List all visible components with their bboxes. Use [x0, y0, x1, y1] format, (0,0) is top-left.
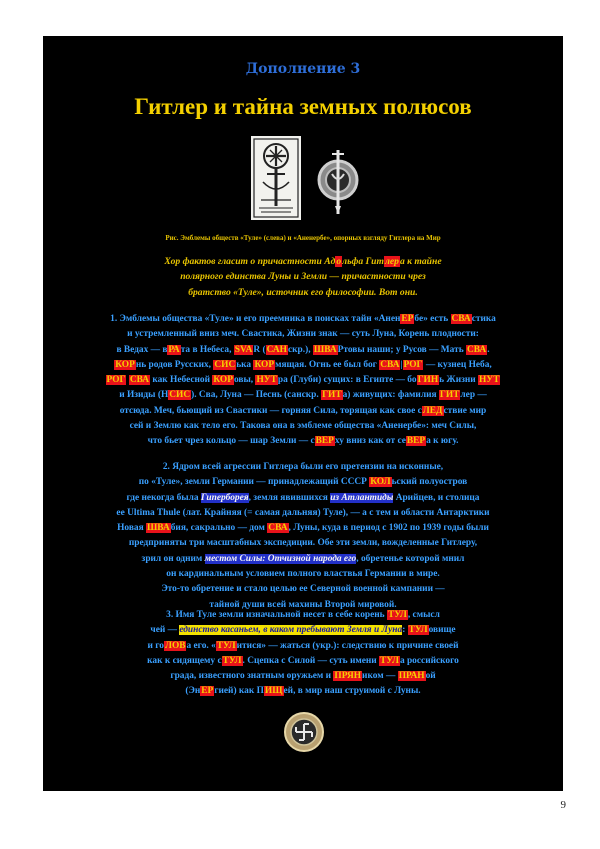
highlight-root: КОР	[213, 375, 233, 386]
text-run: 3. Имя Туле земли изначальной несет в себе корень	[166, 610, 387, 620]
text-run: и го	[147, 640, 164, 651]
text-run: — кузнец Неба,	[423, 359, 492, 370]
text-run: итися» — жаться (укр.): следствию к причине своей	[236, 640, 459, 651]
highlight-root: ТУЛ	[387, 610, 407, 620]
text-run: а к тайне	[399, 256, 442, 267]
page-panel	[43, 36, 563, 791]
text-run: а) живущих: фамилия	[342, 390, 439, 401]
highlight-root: КОР	[115, 359, 135, 370]
text-line: братство «Туле», источник его философии. Вот они.	[188, 286, 418, 298]
text-line	[43, 567, 563, 582]
text-run: Это-то обретение и стало целью ее Северной военной кампании —	[161, 584, 445, 595]
figure-caption: Рис. Эмблемы обществ «Туле» (слева) и «Аненербе», опорных взгляду Гитлера на Мир	[165, 234, 441, 242]
text-line	[43, 404, 563, 419]
highlight-root: ТУЛ	[380, 655, 399, 666]
highlight-root: ЕР	[201, 686, 214, 697]
highlight-root: о	[336, 256, 342, 267]
text-line	[43, 521, 563, 536]
page-number: 9	[560, 799, 566, 811]
text-run: бе» есть	[414, 314, 451, 324]
text-line	[43, 460, 563, 475]
text-run: , Луны, куда в период с 1902 по 1939 годы были	[288, 523, 489, 534]
text-run: |	[400, 359, 403, 370]
text-run: а к югу.	[426, 436, 459, 447]
text-run: , обретенье которой мнил	[356, 553, 465, 564]
text-run: ху вниз как от се	[334, 436, 406, 447]
highlight-root: НУТ	[256, 375, 277, 386]
text-run: ь Жизни	[439, 375, 479, 386]
text-run: а его. «	[186, 640, 216, 651]
highlight-root: САН	[266, 344, 287, 355]
text-run: , смысл	[407, 610, 440, 620]
text-run: чей —	[150, 625, 180, 636]
text-run: предприняты три масштабных экспедиции. Обе эти земли, вожделенные Гитлеру,	[128, 538, 478, 549]
text-run: как к сидящему с	[147, 655, 222, 666]
text-run: по «Туле», земли Германии — принадлежащий СССР	[138, 477, 370, 488]
text-line	[43, 654, 563, 669]
highlight-phrase: из Атлантиды	[330, 492, 394, 503]
text-run: ька	[236, 359, 254, 370]
highlight-root: СВА	[380, 359, 400, 370]
highlight-root: РА	[168, 344, 180, 355]
ahnenerbe-emblem-icon	[313, 144, 363, 222]
appendix-label: Дополнение 3	[245, 61, 361, 77]
highlight-root: ИЩ	[264, 686, 283, 697]
text-line	[43, 491, 563, 506]
highlight-root: ВЕР	[406, 436, 426, 447]
highlight-root: СИС	[214, 359, 236, 370]
text-run: :	[402, 625, 408, 636]
highlight-root: ЕР	[401, 314, 414, 324]
page-title: Гитлер и тайна земных полюсов	[134, 94, 472, 119]
text-run: где некогда была	[126, 492, 201, 503]
highlight-root: СВА	[268, 523, 288, 534]
highlight-root: ТУЛ	[216, 640, 236, 651]
text-run: ей, в мир наш струимой с Луны.	[283, 686, 421, 697]
text-line	[43, 639, 563, 654]
text-run: овище	[428, 625, 456, 636]
text-run: ьский полуостров	[391, 477, 468, 488]
text-run: (Эн	[185, 686, 201, 697]
highlight-root: КОР	[254, 359, 275, 370]
highlight-root: РОГ	[403, 359, 423, 370]
text-run: он кардинальным условием полного властвья Германии в мире.	[166, 569, 440, 580]
text-line	[43, 582, 563, 597]
highlight-root: ШВА	[313, 344, 337, 355]
swastika-medallion-icon	[284, 712, 324, 752]
highlight-root: ШВА	[147, 523, 170, 534]
text-line	[43, 419, 563, 434]
highlight-root: СВА	[451, 314, 471, 324]
text-run: стика	[471, 314, 496, 324]
highlight-root: ВЕР	[315, 436, 334, 447]
text-run: как Небесной	[150, 375, 213, 386]
highlight-root: ГИН	[417, 375, 439, 386]
highlight-root: ЛЕД	[422, 405, 443, 416]
text-run: отсюда. Меч, бьющий из Свастики — горняя Сила, торящая как свое с	[119, 405, 422, 416]
text-run: Арийцев, и столица	[393, 492, 480, 503]
highlight-root: ГИТ	[322, 390, 342, 401]
text-run: ствие мир	[443, 405, 487, 416]
text-run: .	[487, 344, 490, 355]
text-line: полярного единства Луны и Земли — причастности чрез	[180, 271, 426, 283]
highlight-root: ПРАН	[398, 671, 425, 682]
text-line	[43, 506, 563, 521]
text-run: 1. Эмблемы общества «Туле» и его преемника в поисках тайн «Анен	[110, 314, 401, 324]
text-line	[43, 388, 563, 403]
text-run: в Ведах — в	[116, 344, 168, 355]
highlight-root: ТУЛ	[222, 655, 242, 666]
text-line	[43, 312, 563, 327]
text-run: сей и Землю как тело его. Такова она в эмблеме общества «Аненербе»: меч Силы,	[129, 421, 477, 432]
text-run: скр.),	[287, 344, 313, 355]
highlight-root: ГИТ	[439, 390, 460, 401]
highlight-phrase: местом Силы: Отчизной народа его	[204, 553, 357, 564]
highlight-root: СВА	[467, 344, 487, 355]
paragraph-2	[43, 460, 563, 613]
highlight-phrase: Гиперборея	[200, 492, 249, 503]
text-line	[43, 343, 563, 358]
text-run: что бьет чрез кольцо — шар Земли — с	[147, 436, 315, 447]
text-run: Ртовы наши; у Русов — Мать	[337, 344, 466, 355]
text-run: лер —	[460, 390, 487, 401]
text-run: а российского	[399, 655, 459, 666]
text-line	[43, 623, 563, 638]
text-line	[43, 669, 563, 684]
highlight-phrase: единство касаньем, в каком пребывают Земля и Луна	[179, 625, 403, 636]
text-run: бия, сакрально — дом	[170, 523, 268, 534]
text-line	[43, 327, 563, 342]
intro-paragraph	[43, 254, 563, 300]
text-run: иком —	[362, 671, 398, 682]
text-run: гией) как П	[214, 686, 264, 697]
thule-emblem-icon	[251, 136, 301, 220]
emblem-figure	[43, 136, 563, 226]
highlight-root: ПРЯН	[334, 671, 362, 682]
text-line	[43, 373, 563, 388]
text-run: . Сцепка с Силой — суть имени	[242, 655, 380, 666]
text-run: ее Ultima Thule (лат. Крайняя (= самая дальняя) Туле), — а с тем и области Антарктики	[116, 507, 490, 518]
text-run: овы,	[233, 375, 256, 386]
highlight-root: СВА	[129, 375, 150, 386]
text-run: Хор фактов гласит о причастности Ад	[164, 256, 336, 267]
text-line	[43, 552, 563, 567]
text-line	[43, 684, 563, 699]
text-line	[43, 358, 563, 373]
text-line	[43, 608, 563, 623]
text-line	[43, 475, 563, 490]
text-run: тайной души всей махины Второй мировой.	[209, 599, 397, 610]
highlight-root: РОГ	[106, 375, 126, 386]
highlight-root: НУТ	[479, 375, 500, 386]
text-run: нь родов Русских,	[135, 359, 214, 370]
highlight-root: СИС	[169, 390, 191, 401]
text-run: ). Сва, Луна — Песнь (санскр.	[191, 390, 322, 401]
text-run: и Изиды (Н	[119, 390, 169, 401]
text-run: та в Небеса,	[180, 344, 234, 355]
highlight-root: ЛОВ	[164, 640, 186, 651]
highlight-root: SVA	[234, 344, 253, 355]
paragraph-3	[43, 608, 563, 700]
text-run: града, известного знатным оружьем и	[170, 671, 334, 682]
text-run: льфа Гит	[342, 256, 384, 267]
text-run: и устремленный вниз меч. Свастика, Жизни знак — суть Луна, Корень плодности:	[127, 329, 479, 340]
text-run: зрил он одним	[141, 553, 205, 564]
text-line	[43, 434, 563, 449]
paragraph-1	[43, 312, 563, 450]
highlight-root: КОЛ	[370, 477, 391, 488]
text-run: Новая	[117, 523, 146, 534]
text-run: мящая. Огнь ее был бог	[275, 359, 380, 370]
text-run: ой	[425, 671, 436, 682]
text-run: 2. Ядром всей агрессии Гитлера были его претензии на исконные,	[162, 462, 444, 472]
text-line	[43, 254, 563, 269]
highlight-root: лер	[384, 256, 399, 267]
text-run: , земля явившихся	[248, 492, 331, 503]
text-run: ра (Глуби) сущих: в Египте — бо	[277, 375, 417, 386]
text-run: R (	[253, 344, 266, 355]
highlight-root: ТУЛ	[408, 625, 428, 636]
text-line	[43, 536, 563, 551]
